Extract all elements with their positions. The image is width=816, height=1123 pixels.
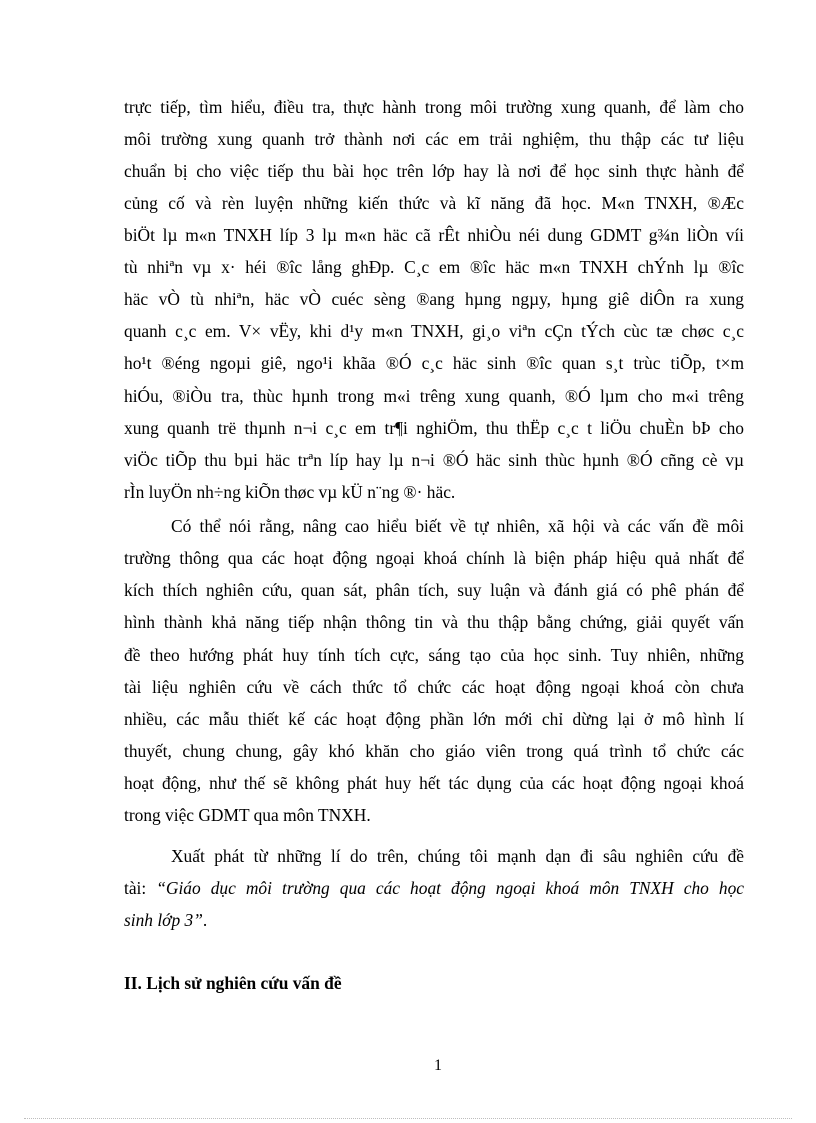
paragraph-line: Xuất phát từ những lí do trên, chúng tôi mạnh dạn đi sâu nghiên cứu đề: [171, 846, 744, 866]
paragraph-line: hoạt động, như thế sẽ không phát huy hết tác dụng của các hoạt động ngoại khoá: [124, 773, 744, 793]
paragraph-line: chuẩn bị cho việc tiếp thu bài học trên lớp hay là nơi để học sinh thực hành để: [124, 161, 744, 181]
page-bottom-border: [24, 1118, 792, 1119]
paragraph-line: môi trường xung quanh trở thành nơi các em trải nghiệm, thu thập các tư liệu: [124, 129, 744, 149]
topic-prefix: tài:: [124, 878, 157, 898]
topic-title-end: sinh lớp 3”: [124, 910, 203, 930]
paragraph-line: xung quanh trë thµnh n¬i c¸c em tr¶i nghiÖm, thu thËp c¸c t liÖu chuÈn bÞ cho: [124, 418, 744, 438]
page-number: 1: [434, 1057, 442, 1074]
paragraph-line: tù nhiªn vµ x· héi ®îc lång ghÐp. C¸c em ®îc häc m«n TNXH chÝnh lµ ®îc: [124, 257, 744, 277]
paragraph-line: củng cố và rèn luyện những kiến thức và kĩ năng đã học. M«n TNXH, ®Æc: [124, 193, 744, 213]
topic-suffix: .: [202, 910, 208, 930]
paragraph-line: đề theo hướng phát huy tính tích cực, sáng tạo của học sinh. Tuy nhiên, những: [124, 645, 744, 665]
paragraph-line: thuyết, chung chung, gây khó khăn cho giáo viên trong quá trình tổ chức các: [124, 741, 744, 761]
paragraph-line: trong việc GDMT qua môn TNXH.: [124, 805, 371, 825]
paragraph-line: tài liệu nghiên cứu về cách thức tổ chức các hoạt động ngoại khoá còn chưa: [124, 677, 744, 697]
paragraph-line: trường thông qua các hoạt động ngoại khoá chính là biện pháp hiệu quả nhất để: [124, 548, 744, 568]
paragraph-line: biÖt lµ m«n TNXH líp 3 lµ m«n häc cã rÊt nhiÒu néi dung GDMT g¾n liÒn víi: [124, 225, 744, 245]
paragraph-line: trực tiếp, tìm hiểu, điều tra, thực hành trong môi trường xung quanh, để làm cho: [124, 97, 744, 117]
topic-title: “Giáo dục môi trường qua các hoạt động ngoại khoá môn TNXH cho học: [156, 878, 744, 898]
paragraph-line: nhiều, các mẫu thiết kế các hoạt động phần lớn mới chỉ dừng lại ở mô hình lí: [124, 709, 744, 729]
paragraph-line: quanh c¸c em. V× vËy, khi d¹y m«n TNXH, gi¸o viªn cÇn tÝch cùc tæ chøc c¸c: [124, 321, 744, 341]
paragraph-line: hiÓu, ®iÒu tra, thùc hµnh trong m«i trêng xung quanh, ®Ó lµm cho m«i trêng: [124, 386, 744, 406]
paragraph-line: hình thành khả năng tiếp nhận thông tin và thu thập bằng chứng, giải quyết vấn: [124, 612, 744, 632]
paragraph-line: [124, 910, 744, 930]
paragraph-line: häc vÒ tù nhiªn, häc vÒ cuéc sèng ®ang hµng ngµy, hµng giê diÔn ra xung: [124, 289, 744, 309]
paragraph-line: viÖc tiÕp thu bµi häc trªn líp hay lµ n¬i ®Ó häc sinh thùc hµnh ®Ó cñng cè vµ: [124, 450, 744, 470]
paragraph-line: [124, 878, 744, 898]
paragraph-line: kích thích nghiên cứu, quan sát, phân tích, suy luận và đánh giá có phê phán để: [124, 580, 744, 600]
paragraph-line: rÌn luyÖn nh÷ng kiÕn thøc vµ kÜ n¨ng ®· häc.: [124, 482, 456, 502]
paragraph-line: ho¹t ®éng ngoµi giê, ngo¹i khãa ®Ó c¸c häc sinh ®îc quan s¸t trùc tiÕp, t×m: [124, 353, 744, 373]
paragraph-line: Có thể nói rằng, nâng cao hiểu biết về tự nhiên, xã hội và các vấn đề môi: [171, 516, 744, 536]
section-heading: II. Lịch sử nghiên cứu vấn đề: [124, 973, 342, 993]
